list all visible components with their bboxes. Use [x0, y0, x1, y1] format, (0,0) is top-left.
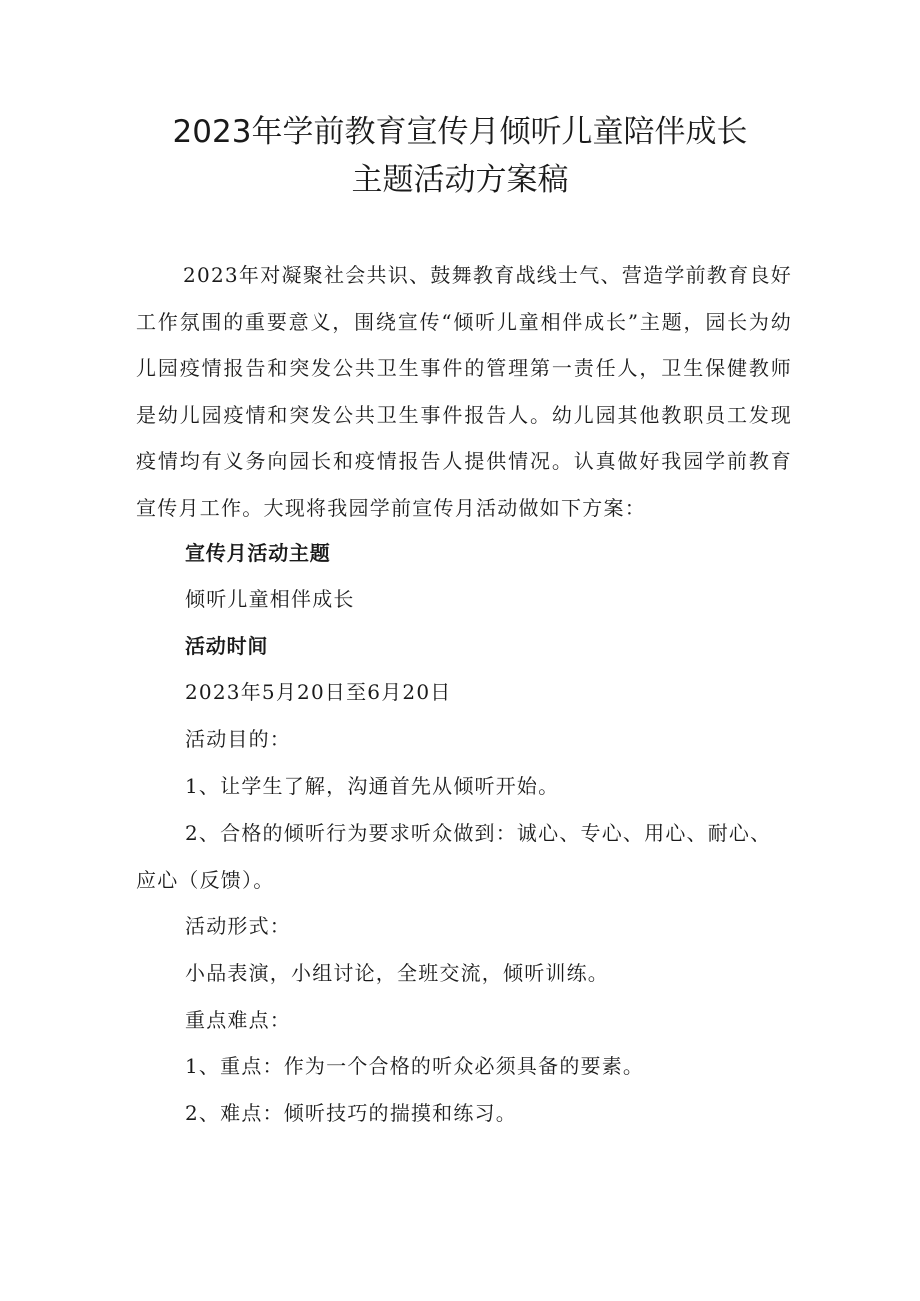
time-text: 2023年5月20日至6月20日	[185, 680, 452, 704]
goal-heading: 活动目的：	[185, 727, 291, 751]
goal-item-1: 1、让学生了解，沟通首先从倾听开始。	[185, 774, 560, 798]
document-title-line2: 主题活动方案稿	[351, 162, 569, 198]
key-heading: 重点难点：	[185, 1008, 291, 1032]
key-item-1: 1、重点：作为一个合格的听众必须具备的要素。	[185, 1054, 645, 1078]
key-item-2: 2、难点：倾听技巧的揣摸和练习。	[185, 1101, 517, 1125]
intro-paragraph: 2023年对凝聚社会共识、鼓舞教育战线士气、营造学前教育良好工作氛围的重要意义，围绕宣传“倾听儿童相伴成长”主题，园长为幼儿园疫情报告和突发公共卫生事件的管理第一责任人，卫生保健教师是幼儿园疫情和突发公共卫生事件报告人。幼儿园其他教职员工发现疫情均有义务向园长和疫情报告人提供情况。认真做好我园学前教育宣传月工作。大现将我园学前宣传月活动做如下方案：	[136, 263, 792, 520]
theme-text: 倾听儿童相伴成长	[185, 587, 355, 611]
form-text: 小品表演，小组讨论，全班交流，倾听训练。	[185, 961, 609, 985]
time-heading: 活动时间	[185, 634, 269, 658]
goal-item-2: 2、合格的倾听行为要求听众做到：诚心、专心、用心、耐心、应心（反馈）。	[136, 821, 772, 892]
form-heading: 活动形式：	[185, 914, 291, 938]
document-title-line1: 2023年学前教育宣传月倾听儿童陪伴成长	[172, 114, 748, 150]
theme-heading: 宣传月活动主题	[185, 541, 331, 565]
